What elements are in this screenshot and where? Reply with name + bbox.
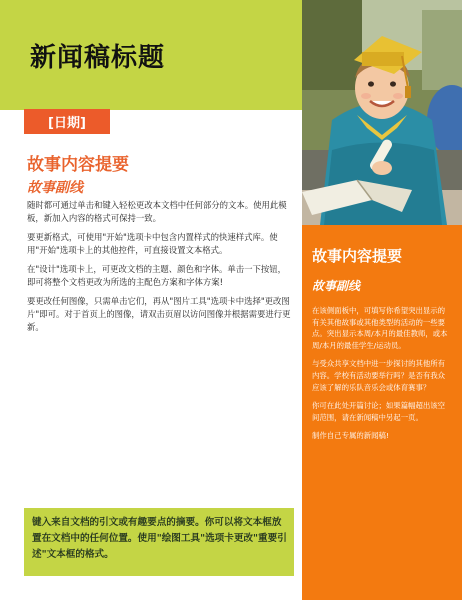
story-paragraph[interactable]: 在"设计"选项卡上，可更改文档的主题、颜色和字体。单击一下按钮，即可将整个文档更改为所选的主配色方案和字体方案!: [27, 264, 286, 287]
sidebar-paragraph[interactable]: 与受众共享文档中进一步探讨的其他所有内容。学校有活动要举行吗？是否有我众应该了解的乐队音乐会或体育赛事？: [312, 359, 446, 392]
story-paragraph[interactable]: 随时都可通过单击和键入轻松更改本文档中任何部分的文本。使用此模板，新加入内容的格式可保持一致。: [27, 200, 287, 223]
story-body[interactable]: [27, 199, 291, 340]
story-paragraph[interactable]: 要更改任何图像，只需单击它们，再从"图片工具"选项卡中选择"更改图片"即可。对于首页上的图像，请双击页眉以访问图像并根据需要进行更新。: [27, 296, 291, 332]
sidebar-paragraph[interactable]: 制作自己专属的新闻稿!: [312, 431, 389, 441]
story-heading[interactable]: 故事内容提要: [27, 155, 129, 175]
sidebar-panel: [302, 225, 462, 600]
story-paragraph[interactable]: 要更新格式，可使用"开始"选项卡中包含内置样式的快速样式库。使用"开始"选项卡上的其他控件，可直接设置文本格式。: [27, 232, 278, 255]
sidebar-body[interactable]: [312, 305, 448, 449]
sidebar-heading[interactable]: 故事内容提要: [312, 247, 403, 265]
pull-quote-text[interactable]: 键入来自文档的引文或有趣要点的摘要。你可以将文本框放置在文档中的任何位置。使用"绘图工具"选项卡更改"重要引述"文本框的格式。: [32, 517, 287, 560]
date-badge[interactable]: [日期]: [24, 109, 110, 134]
sidebar-paragraph[interactable]: 你可在此处开篇讨论；如果篇幅超出该空间范围，请在新闻稿中另起一页。: [312, 401, 446, 422]
graduate-child-photo[interactable]: [302, 0, 462, 225]
pull-quote-box[interactable]: [24, 508, 294, 576]
story-subtitle[interactable]: 故事副线: [27, 180, 83, 196]
newsletter-title[interactable]: 新闻稿标题: [30, 43, 166, 73]
sidebar-paragraph[interactable]: 在该侧面板中，可填写你希望突出显示的有关其他故事或其他类型的活动的一些要点。突出显示本周/本月的最佳教师，或本周/本月的最佳学生/运动员。: [312, 306, 448, 350]
photo-illustration: [302, 0, 462, 225]
sidebar-subtitle[interactable]: 故事副线: [312, 279, 361, 293]
